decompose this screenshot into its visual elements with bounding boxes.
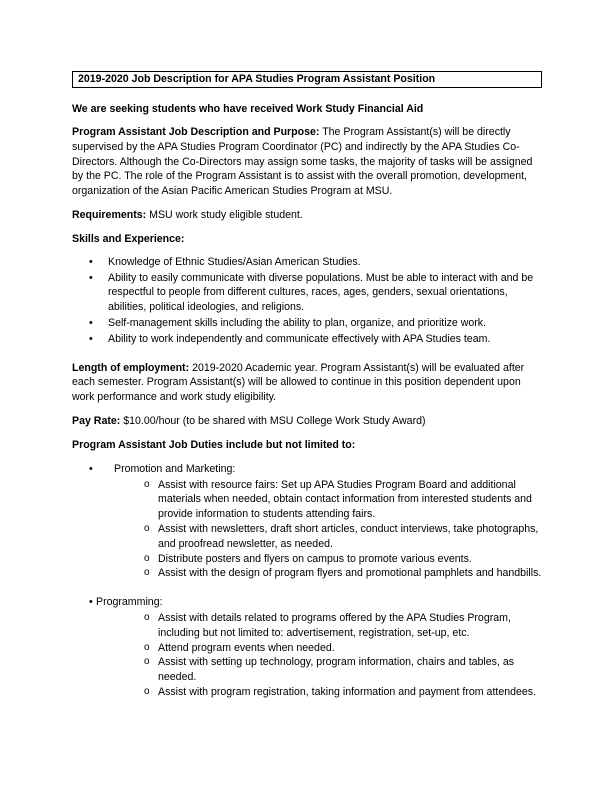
purpose-text: The Program Assistant(s) will be directly supervised by the APA Studies Program Coordinator (PC) and indirectly by the APA Studies Co-Directors. Although the Co-Directors may assign some tasks, the majority of tasks will be assigned by the PC. The role of the Program Assistant is to assist with the overall promotion, development, organization of the Asian Pacific American Studies Program at MSU. [72, 126, 533, 198]
task-text: Attend program events when needed. [158, 641, 335, 654]
task-text: Assist with resource fairs: Set up APA Studies Program Board and additional materials when needed, obtain contact information from interested students and provide information to students attending fairs. [158, 478, 532, 521]
task-text: Assist with newsletters, draft short articles, conduct interviews, take photographs, and proofread newsletter, as needed. [158, 522, 539, 550]
bullet-icon: • [89, 462, 93, 475]
list-item [144, 566, 542, 581]
skill-text: Ability to easily communicate with diverse populations. Must be able to interact with and be respectful to people from different cultures, races, ages, genders, sexual orientations, abilities, political ideologies, and religions. [108, 271, 534, 314]
task-text: Assist with the design of program flyers and promotional pamphlets and handbills. [158, 567, 542, 580]
requirements-paragraph [72, 208, 542, 223]
requirements-text: MSU work study eligible student. [146, 208, 303, 221]
skill-text: Ability to work independently and communicate effectively with APA Studies team. [108, 332, 491, 345]
list-item [144, 611, 542, 641]
length-label: Length of employment: [72, 361, 190, 374]
circle-bullet-icon: o [144, 567, 150, 579]
list-item [144, 641, 542, 656]
bullet-icon: • [89, 255, 93, 268]
task-text: Assist with setting up technology, program information, chairs and tables, as needed. [158, 656, 515, 684]
requirements-label: Requirements: [72, 208, 147, 221]
pay-label: Pay Rate: [72, 414, 121, 427]
task-text: Distribute posters and flyers on campus to promote various events. [158, 552, 472, 565]
promotion-tasks [114, 478, 542, 582]
list-item [72, 332, 542, 347]
purpose-paragraph [72, 125, 542, 199]
bullet-icon: • [89, 596, 93, 609]
circle-bullet-icon: o [144, 478, 150, 490]
list-item [72, 271, 542, 315]
list-item [72, 255, 542, 270]
skill-text: Knowledge of Ethnic Studies/Asian American Studies. [108, 255, 361, 268]
bullet-icon: • [89, 271, 93, 284]
bullet-icon: • [89, 316, 93, 329]
list-item [144, 552, 542, 567]
length-text: 2019-2020 Academic year. Program Assistant(s) will be evaluated after each semester. Program Assistant(s) will be allowed to continue in this position dependent upon work performance and work study eligibility. [72, 361, 525, 404]
duties-list [72, 462, 542, 700]
list-item [144, 685, 542, 700]
programming-tasks [114, 611, 542, 700]
skills-list [72, 255, 542, 347]
pay-paragraph [72, 414, 542, 429]
circle-bullet-icon: o [144, 685, 150, 697]
document-body [72, 71, 542, 700]
circle-bullet-icon: o [144, 611, 150, 623]
skill-text: Self-management skills including the ability to plan, organize, and prioritize work. [108, 316, 487, 329]
purpose-label: Program Assistant Job Description and Purpose: [72, 126, 320, 138]
duty-group-programming [72, 595, 542, 700]
duty-group-promotion [72, 462, 542, 581]
list-item [144, 655, 542, 685]
list-item [144, 522, 542, 552]
duties-heading: Program Assistant Job Duties include but not limited to: [72, 438, 356, 451]
spacer [72, 581, 542, 595]
duty-group-label: Promotion and Marketing: [114, 462, 236, 475]
length-paragraph [72, 361, 542, 405]
circle-bullet-icon: o [144, 641, 150, 653]
list-item [144, 478, 542, 522]
list-item [72, 316, 542, 331]
task-text: Assist with details related to programs offered by the APA Studies Program, including but not limited to: advertisement, registration, set-up, etc. [158, 611, 511, 639]
circle-bullet-icon: o [144, 656, 150, 668]
duty-group-label: Programming: [96, 596, 163, 609]
document-title: 2019-2020 Job Description for APA Studies Program Assistant Position [72, 71, 542, 88]
pay-text: $10.00/hour (to be shared with MSU College Work Study Award) [120, 414, 426, 427]
bullet-icon: • [89, 332, 93, 345]
circle-bullet-icon: o [144, 522, 150, 534]
skills-heading: Skills and Experience: [72, 232, 185, 245]
seeking-statement: We are seeking students who have received Work Study Financial Aid [72, 103, 424, 115]
circle-bullet-icon: o [144, 552, 150, 564]
task-text: Assist with program registration, taking information and payment from attendees. [158, 685, 537, 698]
